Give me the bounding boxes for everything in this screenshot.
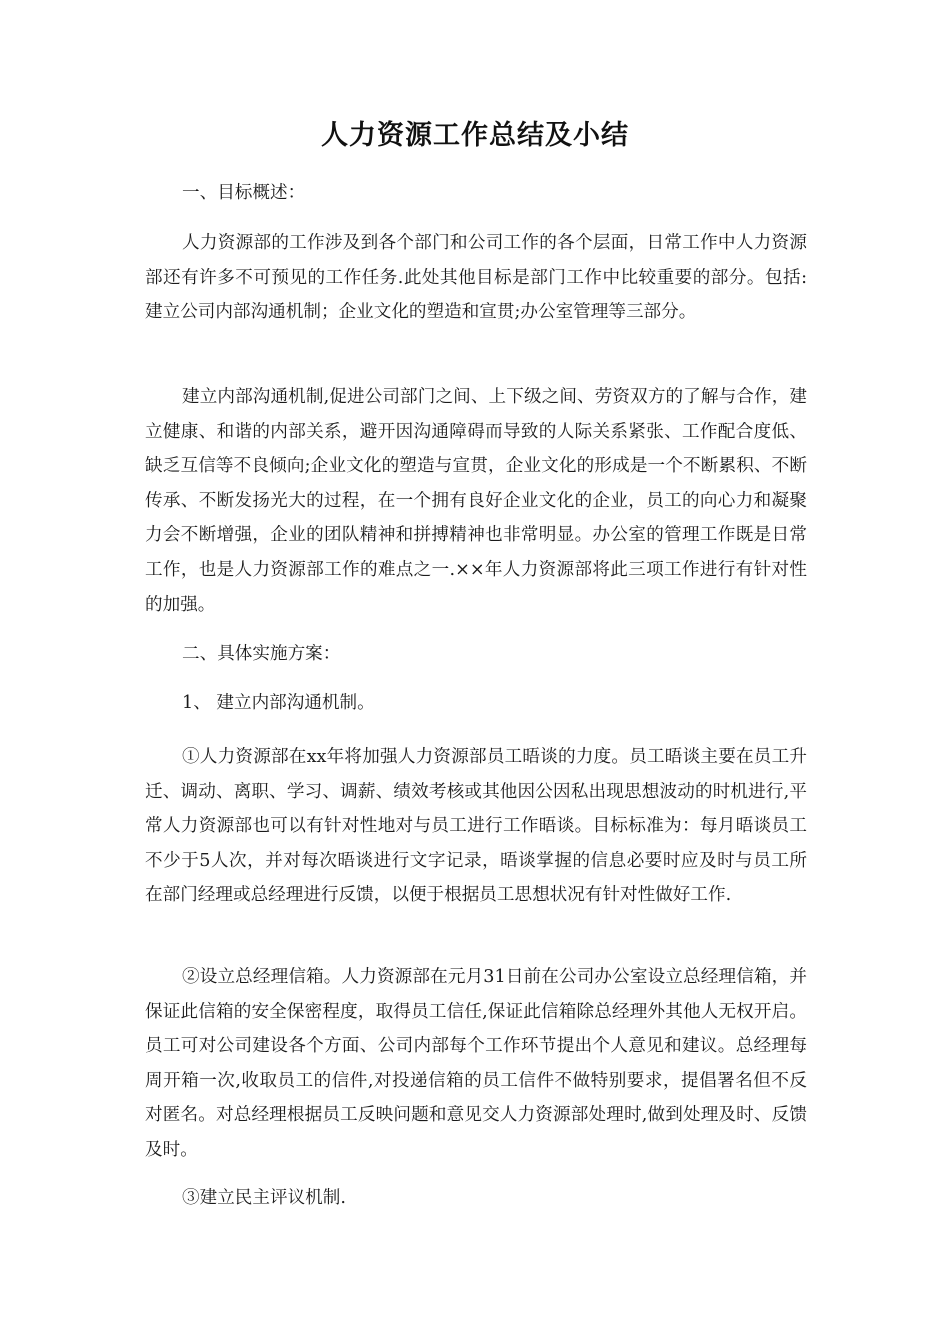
page-title: 人力资源工作总结及小结 bbox=[321, 120, 629, 151]
paragraph-mailbox: ②设立总经理信箱。人力资源部在元月31日前在公司办公室设立总经理信箱，并保证此信箱的安全保密程度，取得员工信任,保证此信箱除总经理外其他人无权开启。员工可对公司建设各个方面、公司内部每个工作环节提出个人意见和建议。总经理每周开箱一次,收取员工的信件,对投递信箱的员工信件不做特别要求，提倡署名但不反对匿名。对总经理根据员工反映问题和意见交人力资源部处理时,做到处理及时、反馈及时。 bbox=[145, 967, 807, 1160]
subheading-1: 1、 建立内部沟通机制。 bbox=[182, 693, 375, 713]
paragraph-interviews: ①人力资源部在xx年将加强人力资源部员工晤谈的力度。员工晤谈主要在员工升迁、调动、离职、学习、调薪、绩效考核或其他因公因私出现思想波动的时机进行,平常人力资源部也可以有针对性地对与员工进行工作晤谈。目标标准为：每月晤谈员工不少于5人次，并对每次晤谈进行文字记录，晤谈掌握的信息必要时应及时与员工所在部门经理或总经理进行反馈，以便于根据员工思想状况有针对性做好工作. bbox=[145, 747, 807, 906]
section-heading-2: 二、具体实施方案： bbox=[182, 644, 341, 664]
paragraph-overview: 人力资源部的工作涉及到各个部门和公司工作的各个层面，日常工作中人力资源部还有许多不可预见的工作任务.此处其他目标是部门工作中比较重要的部分。包括:建立公司内部沟通机制；企业文化的塑造和宣贯;办公室管理等三部分。 bbox=[145, 233, 807, 323]
paragraph-communication: 建立内部沟通机制,促进公司部门之间、上下级之间、劳资双方的了解与合作，建立健康、和谐的内部关系，避开因沟通障碍而导致的人际关系紧张、工作配合度低、缺乏互信等不良倾向;企业文化的塑造与宣贯，企业文化的形成是一个不断累积、不断传承、不断发扬光大的过程，在一个拥有良好企业文化的企业，员工的向心力和凝聚力会不断增强，企业的团队精神和拼搏精神也非常明显。办公室的管理工作既是日常工作，也是人力资源部工作的难点之一.××年人力资源部将此三项工作进行有针对性的加强。 bbox=[145, 387, 807, 615]
paragraph-democratic-review: ③建立民主评议机制. bbox=[182, 1188, 346, 1208]
section-heading-1: 一、目标概述： bbox=[182, 183, 306, 203]
